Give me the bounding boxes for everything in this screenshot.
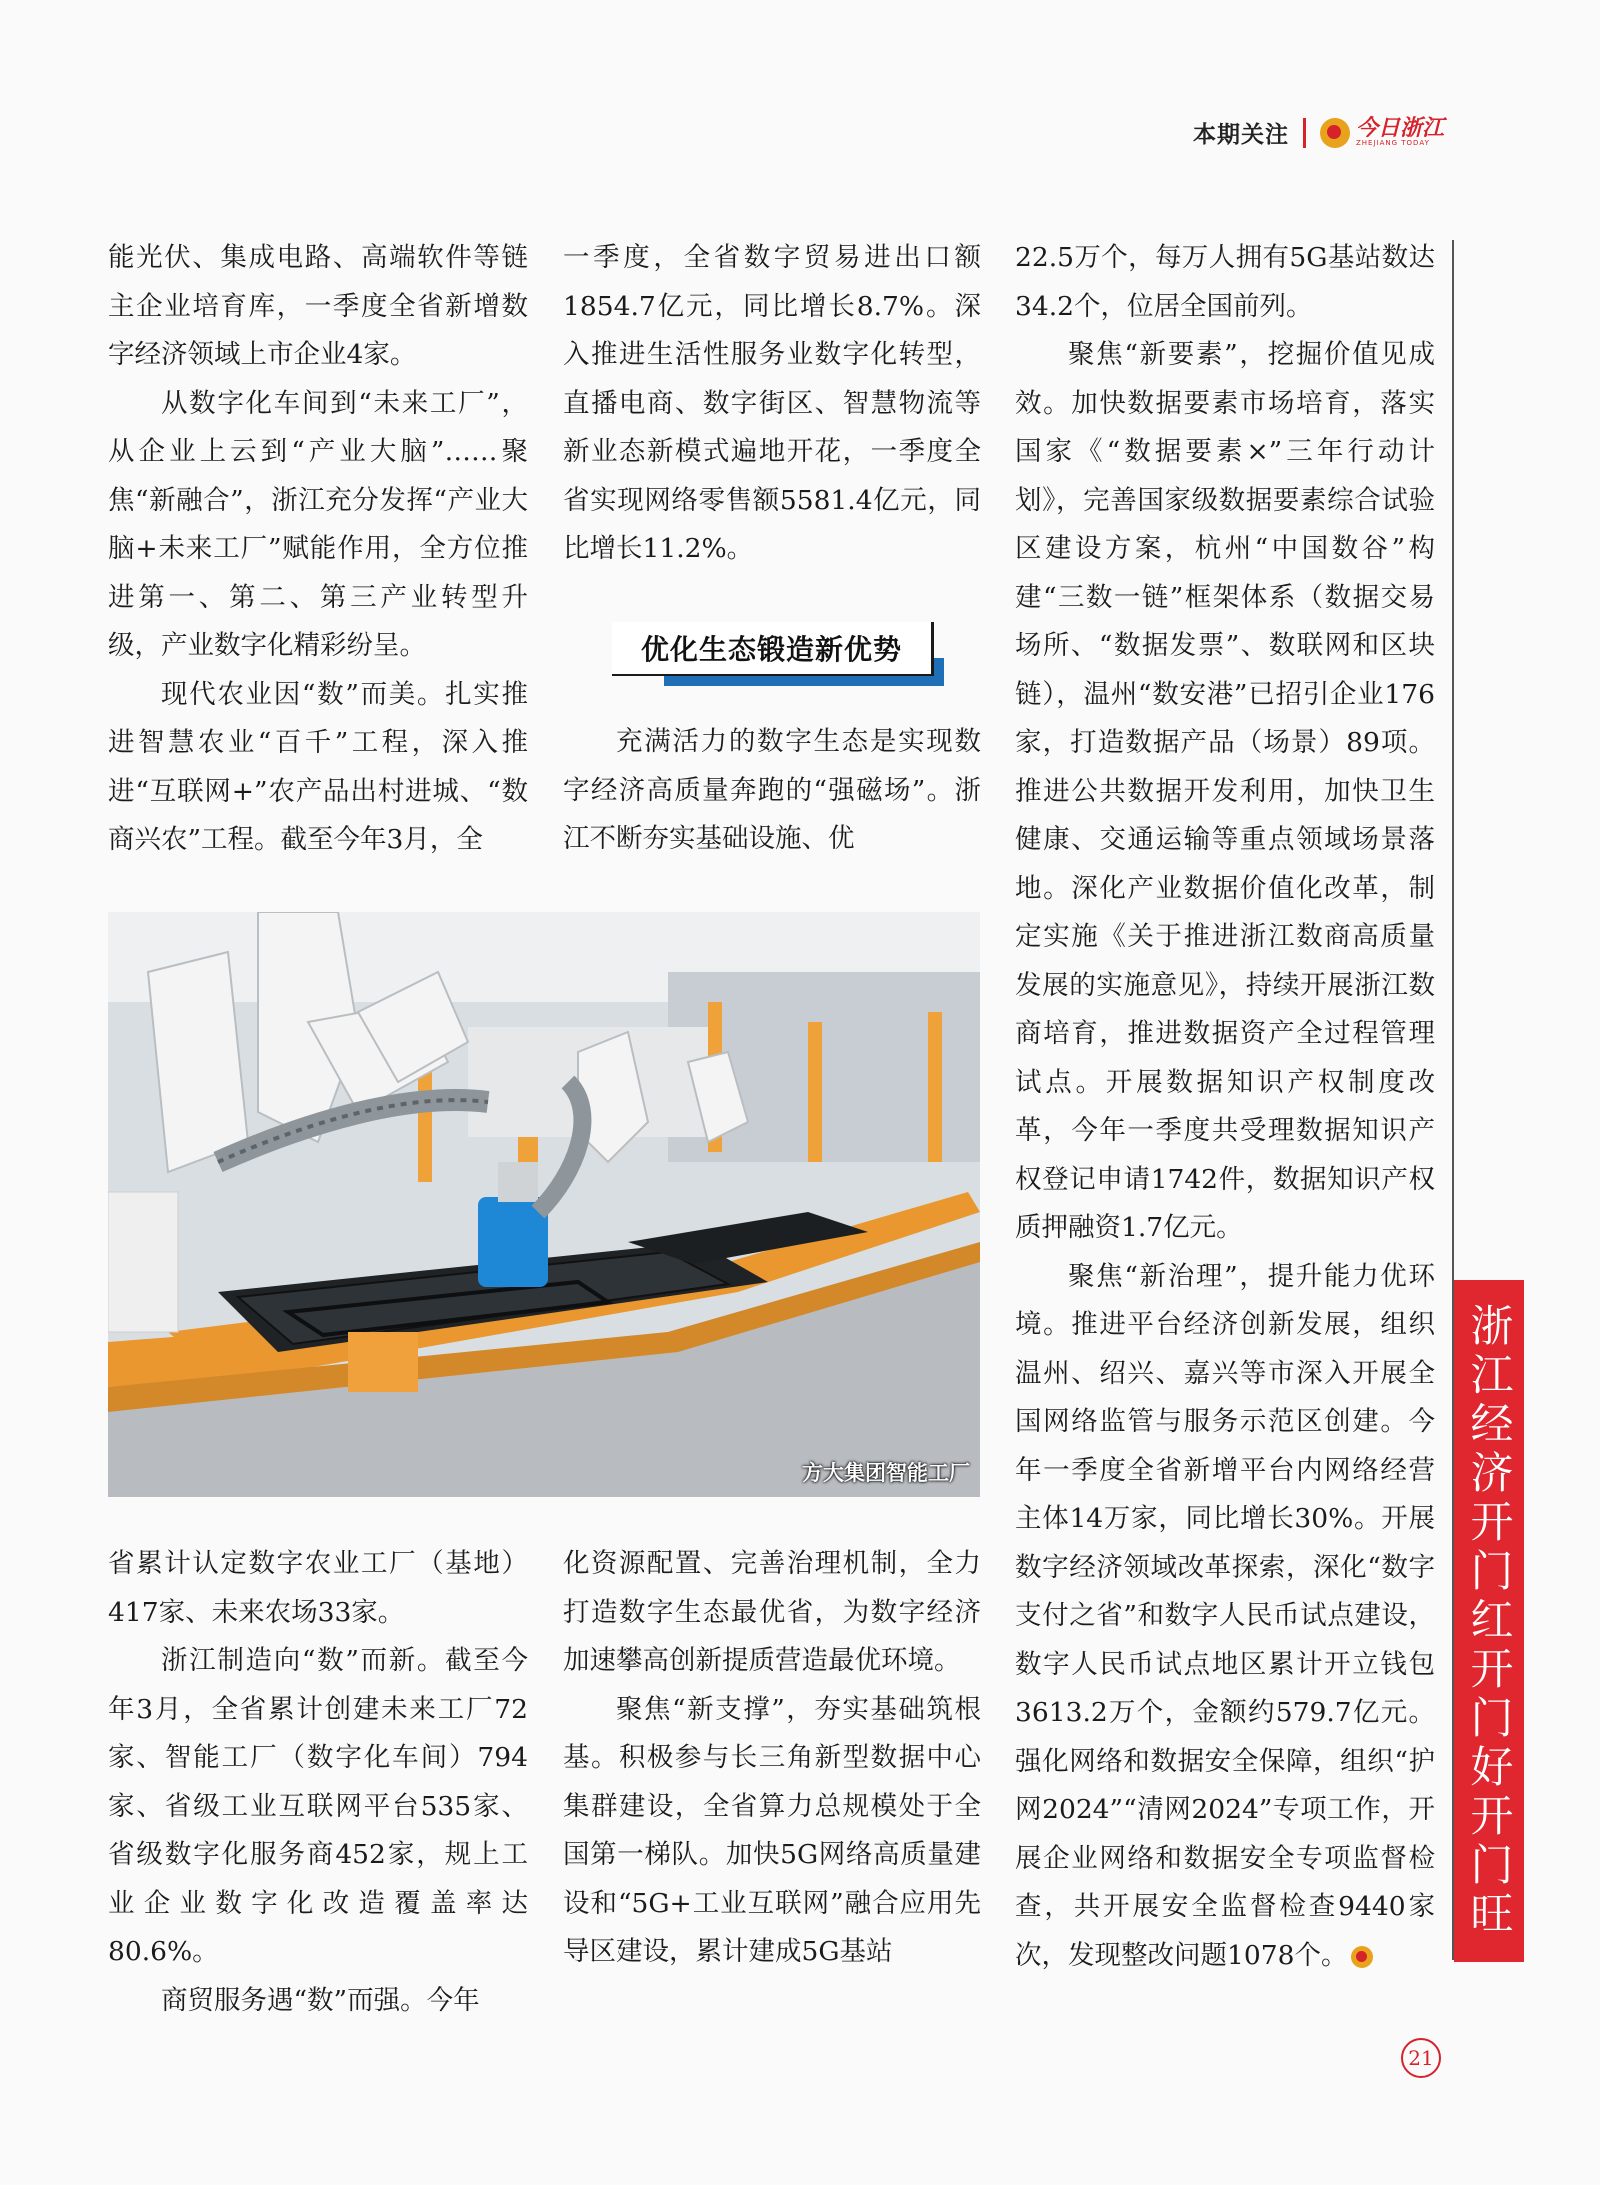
- column-3: [1015, 234, 1435, 1980]
- factory-photo: [108, 912, 980, 1497]
- paragraph: 聚焦“新要素”，挖掘价值见成效。加快数据要素市场培育，落实国家《“数据要素×”三年行动计划》，完善国家级数据要素综合试验区建设方案，杭州“中国数谷”构建“三数一链”框架体系（数据交易场所、“数据发票”、数联网和区块链），温州“数安港”已招引企业176家，打造数据产品（场景）89项。推进公共数据开发利用，加快卫生健康、交通运输等重点领域场景落地。深化产业数据价值化改革，制定实施《关于推进浙江数商高质量发展的实施意见》，持续开展浙江数商培育，推进数据资产全过程管理试点。开展数据知识产权制度改革，今年一季度共受理数据知识产权登记申请1742件，数据知识产权质押融资1.7亿元。: [1015, 339, 1435, 1243]
- section-subheading: [612, 622, 948, 692]
- column-1-bottom: [108, 1540, 528, 2025]
- column-1-top: [108, 234, 528, 865]
- paragraph: 浙江制造向“数”而新。截至今年3月，全省累计创建未来工厂72家、智能工厂（数字化车间）794家、省级工业互联网平台535家、省级数字化服务商452家，规上工业企业数字化改造覆盖率达80.6%。: [108, 1645, 528, 1967]
- paragraph: [1015, 1253, 1435, 1981]
- paragraph: 现代农业因“数”而美。扎实推进智慧农业“百千”工程，深入推进“互联网+”农产品出村进城、“数商兴农”工程。截至今年3月，全: [108, 678, 528, 855]
- paragraph: 一季度，全省数字贸易进出口额1854.7亿元，同比增长8.7%。深入推进生活性服务业数字化转型，直播电商、数字街区、智慧物流等新业态新模式遍地开花，一季度全省实现网络零售额5581.4亿元，同比增长11.2%。: [563, 242, 981, 564]
- logo-title: 今日浙江: [1355, 116, 1444, 141]
- column-2-bottom: [563, 1540, 981, 1977]
- paragraph-text: 聚焦“新治理”，提升能力优环境。推进平台经济创新发展，组织温州、绍兴、嘉兴等市深入开展全国网络监管与服务示范区创建。今年一季度全省新增平台内网络经营主体14万家，同比增长30%。开展数字经济领域改革探索，深化“数字支付之省”和数字人民币试点建设，数字人民币试点地区累计开立钱包3613.2万个，金额约579.7亿元。强化网络和数据安全保障，组织“护网2024”“清网2024”专项工作，开展企业网络和数据安全专项监督检查，共开展安全监督检查9440家次，发现整改问题1078个。: [1015, 1260, 1435, 1971]
- paragraph: 从数字化车间到“未来工厂”，从企业上云到“产业大脑”……聚焦“新融合”，浙江充分发挥“产业大脑+未来工厂”赋能作用，全方位推进第一、第二、第三产业转型升级，产业数字化精彩纷呈。: [108, 387, 528, 661]
- subheading-text: 优化生态锻造新优势: [640, 633, 902, 666]
- column-2-middle: [563, 718, 981, 864]
- paragraph: 能光伏、集成电路、高端软件等链主企业培育库，一季度全省新增数字经济领域上市企业4家。: [108, 242, 528, 370]
- paragraph: 充满活力的数字生态是实现数字经济高质量奔跑的“强磁场”。浙江不断夯实基础设施、优: [563, 726, 981, 854]
- column-name: 本期关注: [1192, 122, 1289, 148]
- section-sidebar: [1454, 1280, 1524, 1962]
- magazine-logo: [1320, 118, 1444, 148]
- logo-icon: [1320, 118, 1350, 148]
- paragraph: 化资源配置、完善治理机制，全力打造数字生态最优省，为数字经济加速攀高创新提质营造最优环境。: [563, 1548, 981, 1676]
- paragraph: 商贸服务遇“数”而强。今年: [161, 1984, 480, 2016]
- paragraph: 聚焦“新支撑”，夯实基础筑根基。积极参与长三角新型数据中心集群建设，全省算力总规模处于全国第一梯队。加快5G网络高质量建设和“5G+工业互联网”融合应用先导区建设，累计建成5G基站: [563, 1693, 981, 1967]
- factory-illustration: [108, 912, 980, 1497]
- photo-caption: 方大集团智能工厂: [802, 1461, 970, 1485]
- sidebar-title: 浙江经济开门红开门好开门旺: [1463, 1302, 1514, 1940]
- logo-subtitle: ZHEJIANG TODAY: [1355, 139, 1430, 147]
- column-2-top: [563, 234, 981, 574]
- paragraph: 22.5万个，每万人拥有5G基站数达34.2个，位居全国前列。: [1015, 242, 1435, 322]
- paragraph: 省累计认定数字农业工厂（基地）417家、未来农场33家。: [108, 1548, 528, 1628]
- page-header: [1193, 116, 1444, 149]
- page-number: 21: [1401, 2038, 1441, 2078]
- end-mark-icon: [1351, 1946, 1373, 1968]
- header-divider: [1303, 118, 1306, 148]
